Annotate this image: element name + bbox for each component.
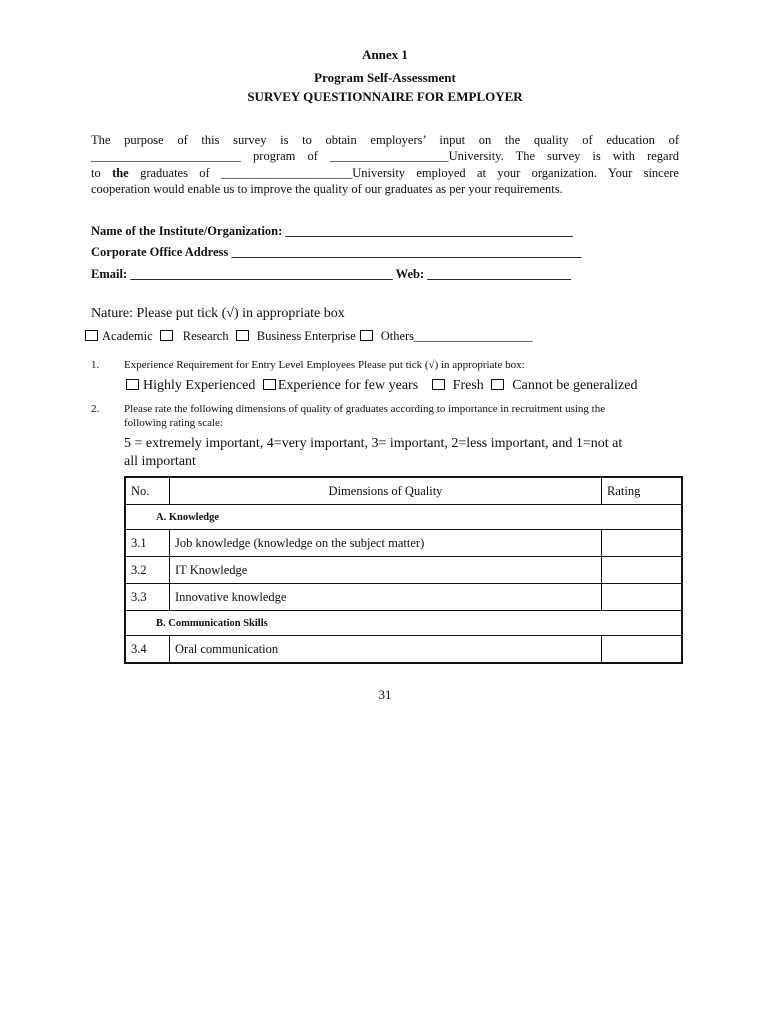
row-no: 3.1	[125, 530, 170, 557]
quality-dimensions-table	[124, 476, 683, 664]
highly-experienced-label: Highly Experienced	[143, 378, 256, 393]
table-row	[125, 557, 682, 584]
nature-options	[85, 329, 537, 344]
address-field[interactable]: Corporate Office Address ________________________________________________________	[91, 245, 582, 259]
intro-line-2: ________________________ program of ___________________University. The survey is with regard	[91, 149, 679, 164]
nature-others-checkbox[interactable]	[360, 330, 373, 341]
nature-business-checkbox[interactable]	[236, 330, 249, 341]
table-header-row	[125, 477, 682, 505]
section-b-label: B. Communication Skills	[125, 611, 682, 636]
row-dimension: Oral communication	[170, 636, 602, 664]
intro-line-3	[91, 165, 679, 181]
rating-scale-line-2: all important	[124, 454, 196, 469]
intro-line-1: The purpose of this survey is to obtain employers’ input on the quality of education of	[91, 133, 679, 147]
row-rating-cell[interactable]	[602, 530, 683, 557]
row-rating-cell[interactable]	[602, 557, 683, 584]
row-no: 3.2	[125, 557, 170, 584]
row-no: 3.4	[125, 636, 170, 664]
document-subtitle: Program Self-Assessment	[314, 70, 456, 85]
fresh-checkbox[interactable]	[432, 379, 445, 390]
section-a-label: A. Knowledge	[125, 505, 682, 530]
table-row	[125, 584, 682, 611]
cannot-generalize-checkbox[interactable]	[491, 379, 504, 390]
nature-academic-label: Academic	[102, 329, 153, 343]
cannot-generalize-label: Cannot be generalized	[512, 378, 638, 393]
intro-line-4: cooperation would enable us to improve the quality of our graduates as per your requirements.	[91, 181, 563, 196]
table-row	[125, 636, 682, 664]
nature-business-label: Business Enterprise	[256, 329, 356, 343]
few-years-label: Experience for few years	[277, 378, 419, 393]
row-dimension: Job knowledge (knowledge on the subject matter)	[170, 530, 602, 557]
email-web-field[interactable]: Email: __________________________________________ Web: _______________________	[91, 267, 571, 281]
row-dimension: Innovative knowledge	[170, 584, 602, 611]
row-rating-cell[interactable]	[602, 636, 683, 664]
page-number: 31	[378, 687, 392, 702]
document-title: SURVEY QUESTIONNAIRE FOR EMPLOYER	[247, 89, 523, 104]
highly-experienced-checkbox[interactable]	[126, 379, 139, 390]
row-rating-cell[interactable]	[602, 584, 683, 611]
intro-line-3-pre: to	[91, 165, 113, 180]
intro-paragraph	[91, 132, 679, 197]
nature-academic-checkbox[interactable]	[85, 330, 98, 341]
row-dimension: IT Knowledge	[170, 557, 602, 584]
nature-label: Nature: Please put tick (√) in appropriate box	[91, 306, 345, 321]
section-a-row	[125, 505, 682, 530]
question-1-number: 1.	[91, 359, 100, 371]
annex-label: Annex 1	[362, 47, 408, 62]
row-no: 3.3	[125, 584, 170, 611]
intro-line-3-post: graduates of _____________________University employed at your organization. Your sincere	[128, 165, 679, 180]
section-b-row	[125, 611, 682, 636]
intro-line-3-bold: the	[112, 165, 129, 180]
question-2-line-2: following rating scale:	[124, 417, 223, 429]
institute-field[interactable]: Name of the Institute/Organization: ______________________________________________	[91, 224, 573, 238]
header-no: No.	[125, 477, 170, 505]
header-rating: Rating	[602, 477, 683, 505]
question-2-number: 2.	[91, 403, 100, 415]
question-1-options	[126, 378, 641, 394]
header-dimension: Dimensions of Quality	[170, 477, 602, 505]
question-1-text: Experience Requirement for Entry Level Employees Please put tick (√) in appropriate box:	[124, 359, 525, 371]
nature-research-checkbox[interactable]	[160, 330, 173, 341]
question-2-line-1: Please rate the following dimensions of quality of graduates according to importance in recruitment using the	[124, 403, 606, 415]
rating-scale-line-1: 5 = extremely important, 4=very important, 3= important, 2=less important, and 1=not at	[124, 436, 623, 451]
nature-research-label: Research	[182, 329, 229, 343]
fresh-label: Fresh	[452, 378, 484, 393]
nature-others-label: Others___________________	[380, 329, 533, 343]
few-years-checkbox[interactable]	[263, 379, 276, 390]
table-row	[125, 530, 682, 557]
